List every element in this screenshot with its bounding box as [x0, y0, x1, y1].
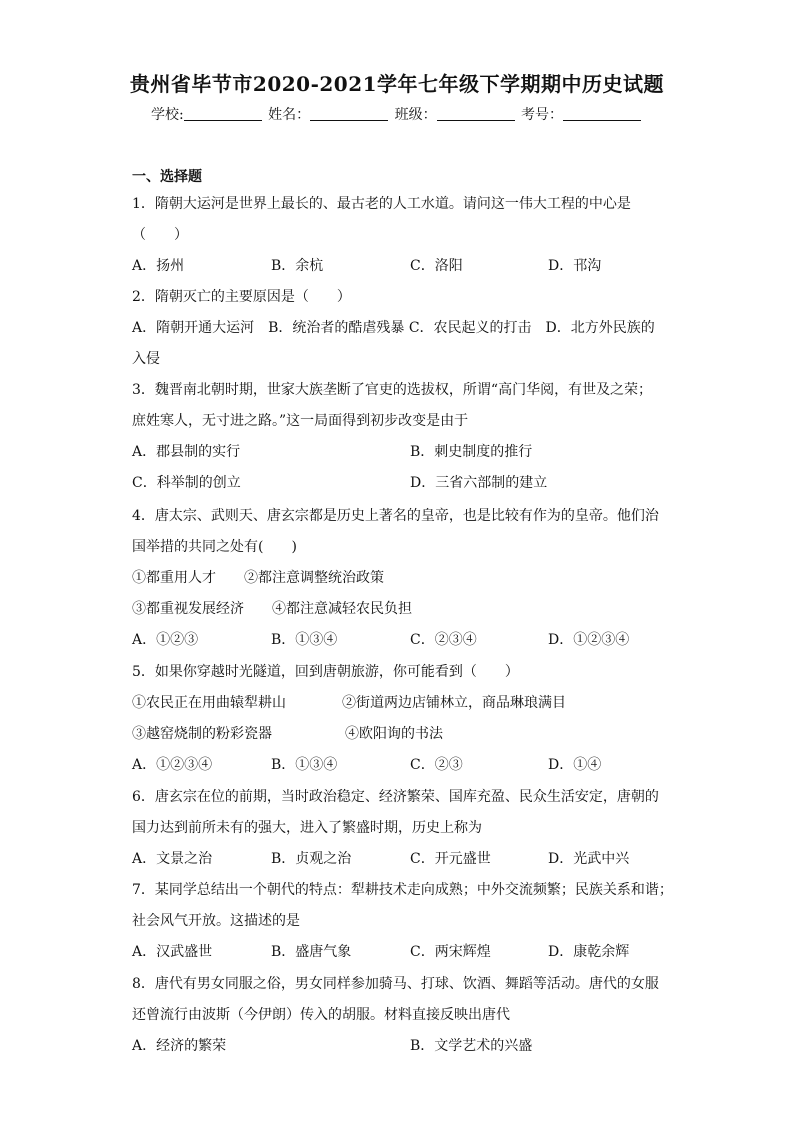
question-4-line-1: 4．唐太宗、武则天、唐玄宗都是历史上著名的皇帝，也是比较有作为的皇帝。他们治	[132, 508, 659, 524]
question-3-option-a[interactable]: A．郡县制的实行	[132, 444, 241, 460]
question-1-line-2: （ ）	[132, 227, 188, 243]
question-4-option-d[interactable]: D．①②③④	[548, 632, 630, 648]
question-1-option-c[interactable]: C．洛阳	[410, 258, 463, 274]
question-6-line-2: 国力达到前所未有的强大，进入了繁盛时期，历史上称为	[132, 820, 482, 836]
question-1-line-1: 1．隋朝大运河是世界上最长的、最古老的人工水道。请问这一伟大工程的中心是	[132, 196, 631, 212]
question-6-option-b[interactable]: B．贞观之治	[271, 851, 352, 867]
question-2-line-1: 2．隋朝灭亡的主要原因是（ ）	[132, 289, 351, 305]
question-4-line-2: 国举措的共同之处有( )	[132, 539, 297, 555]
page-title: 贵州省毕节市2020-2021学年七年级下学期期中历史试题	[129, 72, 665, 96]
question-4-option-b[interactable]: B．①③④	[271, 632, 338, 648]
question-4-item-row-1: ①都重用人才 ②都注意调整统治政策	[132, 570, 384, 586]
student-info-line	[0, 104, 794, 124]
question-6-option-d[interactable]: D．光武中兴	[548, 851, 630, 867]
question-7-option-a[interactable]: A．汉武盛世	[132, 944, 213, 960]
question-5-option-c[interactable]: C．②③	[410, 757, 463, 773]
question-7-line-2: 社会风气开放。这描述的是	[132, 913, 300, 929]
name-label: 姓名：	[268, 107, 311, 123]
question-4-option-a[interactable]: A．①②③	[132, 632, 199, 648]
question-4-option-c[interactable]: C．②③④	[410, 632, 477, 648]
question-8-line-2: 还曾流行由波斯（今伊朗）传入的胡服。材料直接反映出唐代	[132, 1007, 510, 1023]
question-8-option-a[interactable]: A．经济的繁荣	[132, 1038, 227, 1054]
question-2-options[interactable]: A．隋朝开通大运河 B．统治者的酷虐残暴 C．农民起义的打击 D．北方外民族的	[132, 320, 655, 336]
question-3-option-d[interactable]: D．三省六部制的建立	[410, 475, 548, 491]
exam-no-blank[interactable]	[563, 106, 641, 121]
question-3-option-c[interactable]: C．科举制的创立	[132, 475, 241, 491]
question-7-line-1: 7．某同学总结出一个朝代的特点：犁耕技术走向成熟；中外交流频繁；民族关系和谐；	[132, 882, 673, 898]
class-label: 班级：	[394, 107, 437, 123]
section-heading: 一、选择题	[132, 169, 202, 185]
question-3-line-1: 3．魏晋南北朝时期，世家大族垄断了官吏的选拔权，所谓“高门华阅，有世及之荣；	[132, 382, 653, 398]
question-1-option-b[interactable]: B．余杭	[271, 258, 324, 274]
question-5-item-2: ②街道两边店铺林立，商品琳琅满目	[342, 695, 566, 711]
school-blank[interactable]	[184, 106, 262, 121]
question-7-option-c[interactable]: C．两宋辉煌	[410, 944, 491, 960]
question-7-option-b[interactable]: B．盛唐气象	[271, 944, 352, 960]
question-2-options-cont: 入侵	[132, 351, 160, 367]
question-1-option-a[interactable]: A．扬州	[132, 258, 185, 274]
exam-no-label: 考号：	[521, 107, 564, 123]
question-5-option-a[interactable]: A．①②③④	[132, 757, 213, 773]
question-8-option-b[interactable]: B．文学艺术的兴盛	[410, 1038, 533, 1054]
question-6-option-c[interactable]: C．开元盛世	[410, 851, 491, 867]
question-5-item-4: ④欧阳询的书法	[345, 726, 443, 742]
question-8-line-1: 8．唐代有男女同服之俗，男女同样参加骑马、打球、饮酒、舞蹈等活动。唐代的女服	[132, 976, 659, 992]
question-5-item-1: ①农民正在用曲辕犁耕山	[132, 695, 286, 711]
question-3-line-2: 庶姓寒人，无寸进之路。”这一局面得到初步改变是由于	[132, 413, 469, 429]
question-3-option-b[interactable]: B．刺史制度的推行	[410, 444, 533, 460]
question-6-line-1: 6．唐玄宗在位的前期，当时政治稳定、经济繁荣、国库充盈、民众生活安定，唐朝的	[132, 789, 659, 805]
name-blank[interactable]	[310, 106, 388, 121]
question-5-item-3: ③越窑烧制的粉彩瓷器	[132, 726, 272, 742]
question-5-option-d[interactable]: D．①④	[548, 757, 602, 773]
question-5-line-1: 5．如果你穿越时光隧道，回到唐朝旅游，你可能看到（ ）	[132, 664, 519, 680]
school-label: 学校:	[150, 107, 184, 123]
question-6-option-a[interactable]: A．文景之治	[132, 851, 213, 867]
question-7-option-d[interactable]: D．康乾余辉	[548, 944, 630, 960]
question-5-option-b[interactable]: B．①③④	[271, 757, 338, 773]
question-4-item-row-2: ③都重视发展经济 ④都注意减轻农民负担	[132, 601, 412, 617]
question-1-option-d[interactable]: D．邗沟	[548, 258, 602, 274]
class-blank[interactable]	[437, 106, 515, 121]
